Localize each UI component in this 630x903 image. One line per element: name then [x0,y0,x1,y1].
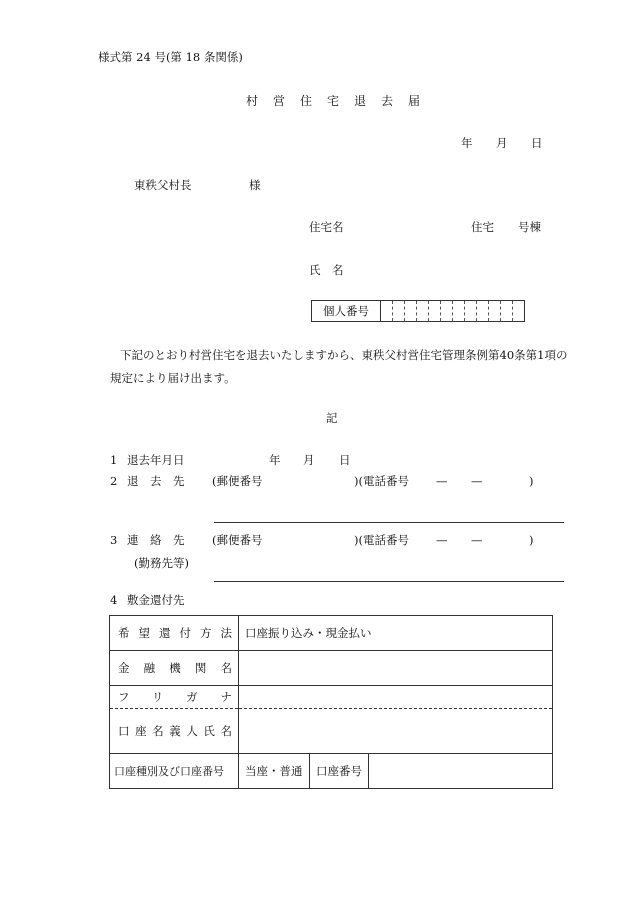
account-no-label: 口座番号 [310,754,369,788]
item3-postal-label: (郵便番号 [212,533,263,547]
item2-postal-label: (郵便番号 [212,474,263,488]
personal-number-digit-cell[interactable] [405,301,417,322]
holder-field[interactable] [239,709,553,754]
body-text-line1: 下記のとおり村営住宅を退去いたしますから、東秩父村営住宅管理条例第40条第1項の [120,348,568,362]
item2-label: 退 去 先 [127,474,185,488]
item1-label: 退去年月日 [127,453,185,467]
personal-number-digit-cell[interactable] [453,301,465,322]
ki-heading: 記 [326,411,338,425]
personal-number-digit-cell[interactable] [465,301,477,322]
type-label: 口座種別及び口座番号 [110,754,239,789]
personal-number-digit-cell[interactable] [477,301,489,322]
item3-close: ) [529,533,534,547]
item3-sub-label: (勤務先等) [134,556,189,570]
personal-number-box [311,300,525,322]
item3-phone-label: )(電話番号 [354,533,409,547]
item2-close: ) [529,474,534,488]
institution-field[interactable] [239,651,553,686]
personal-number-digit-cell[interactable] [513,301,525,322]
form-number: 様式第 24 号(第 18 条関係) [98,50,243,64]
item4-label: 敷金還付先 [127,593,185,607]
item3-number: 3 [110,533,118,547]
account-subtable [239,754,552,788]
row-furigana [110,686,553,709]
body-text-line2: 規定により届け出ます。 [110,371,236,385]
item4-number: 4 [110,593,118,607]
institution-label: 金融機関名 [110,651,239,686]
account-cell [239,754,553,789]
date-year: 年 [461,136,473,150]
personal-number-digit-cell[interactable] [429,301,441,322]
item1-day: 日 [339,453,351,467]
personal-number-digit-cell[interactable] [417,301,429,322]
personal-number-digit-cell[interactable] [393,301,405,322]
personal-number-digit-cell[interactable] [381,301,393,322]
addressee-honorific: 様 [249,178,261,192]
item2-dash2: — [471,474,483,488]
item1-year: 年 [269,453,281,467]
item3-dash1: — [436,533,448,547]
housing-label: 住宅 [471,220,494,234]
housing-name-label: 住宅名 [309,220,344,234]
item1-month: 月 [303,453,315,467]
method-value[interactable]: 口座振り込み・現金払い [239,616,553,651]
row-account-type [110,754,553,789]
type-value[interactable]: 当座・普通 [239,754,310,788]
item2-phone-label: )(電話番号 [354,474,409,488]
building-label: 号棟 [518,220,541,234]
personal-number-digit-cell[interactable] [501,301,513,322]
item1-number: 1 [110,453,118,467]
row-institution [110,651,553,686]
item3-dash2: — [471,533,483,547]
addressee-name: 東秩父村長 [134,178,192,192]
account-no-field[interactable] [369,754,553,788]
refund-account-table [109,615,553,789]
personal-number-digit-cell[interactable] [489,301,501,322]
item3-address-line [214,581,564,582]
item2-address-line [214,522,564,523]
date-day: 日 [531,136,543,150]
personal-number-digit-cell[interactable] [441,301,453,322]
item2-number: 2 [110,474,118,488]
furigana-field[interactable] [239,686,553,709]
item3-label: 連 絡 先 [127,533,185,547]
date-month: 月 [496,136,508,150]
row-method [110,616,553,651]
method-label: 希望還付方法 [110,616,239,651]
name-label: 氏 名 [309,263,344,277]
furigana-label: フリガナ [110,686,239,709]
personal-number-label: 個人番号 [312,301,381,322]
holder-label: 口座名義人氏名 [110,709,239,754]
row-holder [110,709,553,754]
item2-dash1: — [436,474,448,488]
form-title: 村営住宅退去届 [246,94,436,108]
